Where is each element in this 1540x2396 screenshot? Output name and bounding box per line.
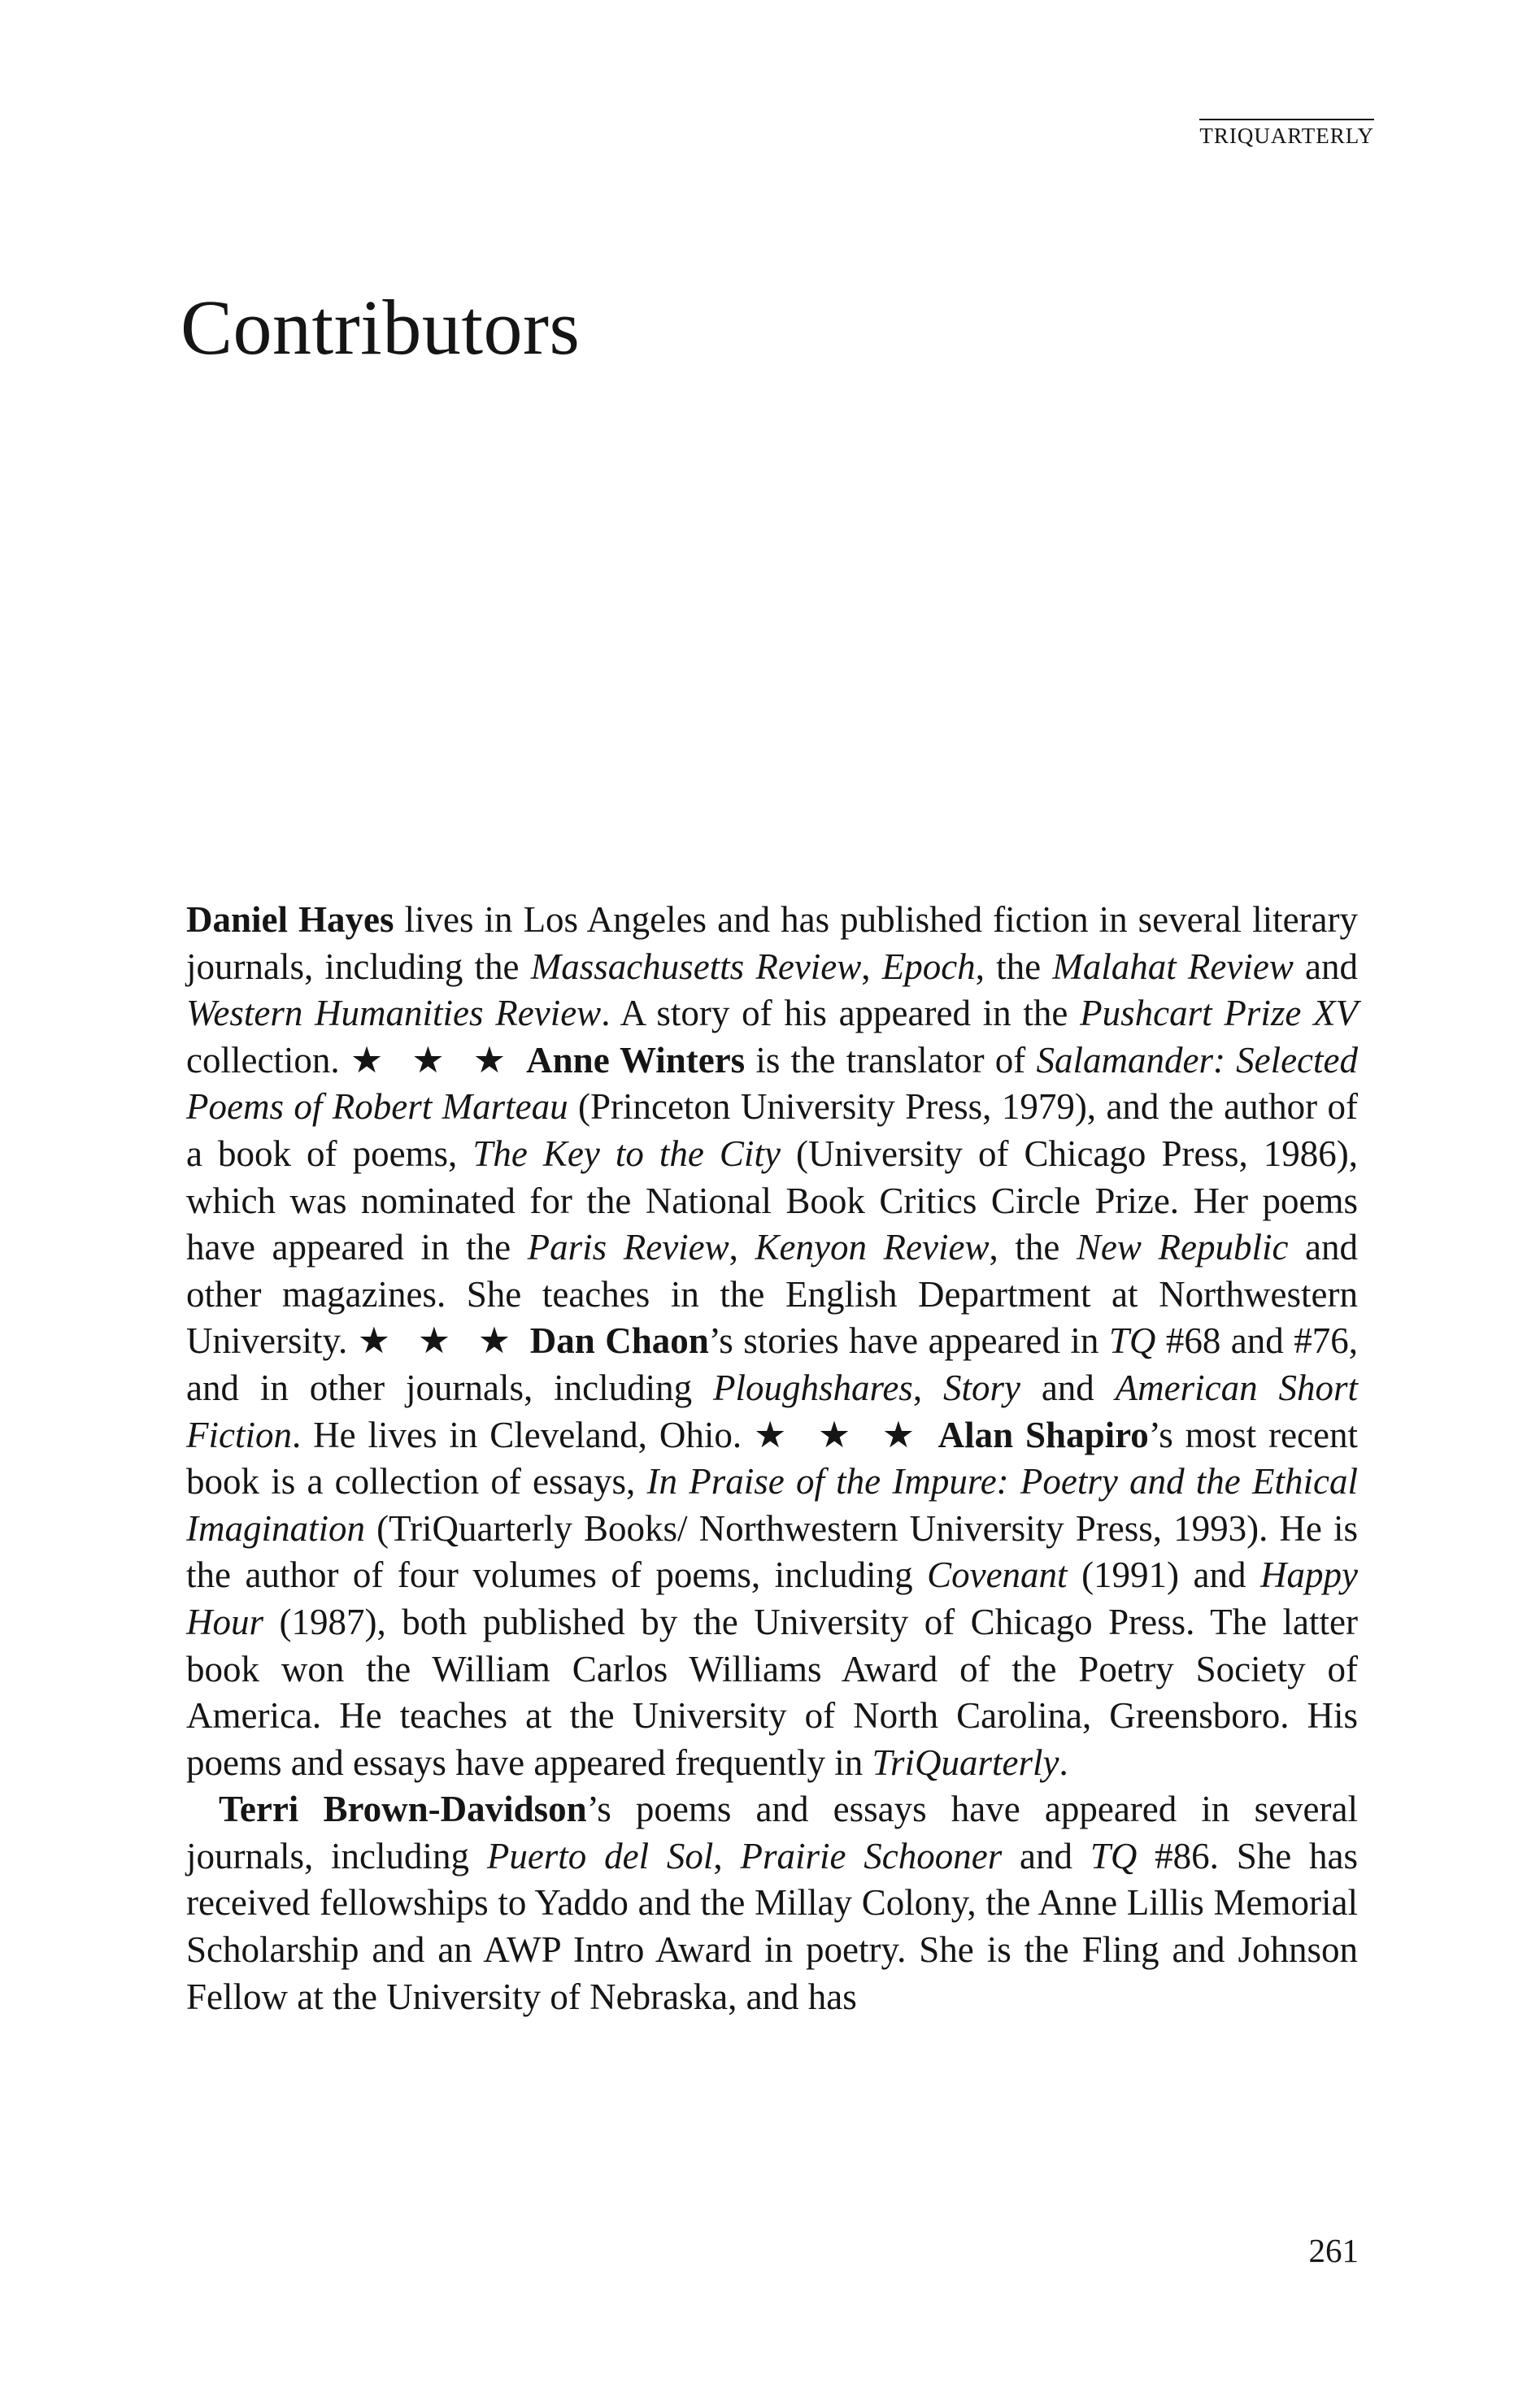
title-reference: Puerto del Sol [486,1835,714,1876]
page-number: 261 [1308,2232,1359,2269]
body-text-run: ’s poems and essays have appeared in several journals, including [186,1789,1358,1876]
contributor-name: Dan Chaon [529,1320,709,1362]
contributor-paragraph [186,1786,1358,2020]
body-text-run: and [1293,946,1359,987]
body-text-run: , [713,1835,741,1876]
body-text-run [516,1040,526,1081]
body-text-run: ’s stories have appeared in [708,1320,1109,1362]
star-separator-icon: ★ ★ ★ [753,1414,926,1455]
body-text-run [520,1320,529,1361]
body-text-run: , the [975,946,1053,987]
body-text-run: ’s most recent book is a collection of essays, [186,1414,1358,1502]
body-text-run: and [1002,1835,1090,1876]
contributor-name: Anne Winters [526,1039,746,1081]
contributor-paragraph [186,897,1358,1786]
body-text-run: , the [989,1227,1077,1268]
star-separator-icon: ★ ★ ★ [350,1039,516,1081]
body-text-run [926,1415,938,1455]
title-reference: Ploughshares [712,1367,913,1408]
body-text-run: (1991) and [1067,1555,1261,1596]
title-reference: Paris Review [527,1227,729,1268]
body-text-run: #68 and #76, and in other journals, including [186,1320,1358,1408]
title-reference: Massachusetts Review [530,946,862,987]
title-reference: TQ [1108,1320,1156,1362]
title-reference: Happy Hour [186,1555,1358,1642]
body-text-run: , [861,946,882,987]
body-text-run: . He lives in Cleveland, Ohio. [291,1414,754,1455]
title-reference: Kenyon Review [755,1227,990,1268]
contributor-name: Alan Shapiro [937,1414,1149,1455]
title-reference: Salamander: Selected Poems of Robert Marteau [186,1039,1359,1128]
body-text-run: . [1059,1742,1068,1783]
title-reference: Malahat Review [1052,946,1294,987]
title-reference: TQ [1090,1835,1138,1876]
title-reference: American Short Fiction [186,1367,1358,1455]
title-reference: Story [942,1367,1020,1408]
contributor-notes [186,897,1358,2020]
contributor-name: Terri Brown-Davidson [219,1789,587,1830]
body-text-run: and [1020,1367,1116,1408]
running-head: TRIQUARTERLY [1199,119,1374,147]
body-text-run: collection. [186,1039,350,1081]
title-reference: TriQuarterly [872,1742,1059,1783]
page-title: Contributors [181,284,581,371]
title-reference: Prairie Schooner [740,1835,1003,1876]
body-text-run: (1987), both published by the University of Chicago Press. The latter book won the William Carlos Williams Award of the Poetry Society of America. He teaches at the University of North Carolina, Greensboro. His poems and essays have appeared frequently in [186,1601,1358,1783]
body-text-run: (Princeton University Press, 1979), and the author of a book of poems, [186,1086,1358,1174]
title-reference: Pushcart Prize XV [1080,993,1359,1034]
body-text-run: , [729,1227,755,1268]
body-text-run: is the translator of [745,1039,1037,1081]
body-text-run: and other magazines. She teaches in the English Department at Northwestern University. [186,1227,1358,1362]
title-reference: New Republic [1076,1227,1289,1268]
title-reference: Western Humanities Review [186,993,602,1034]
star-separator-icon: ★ ★ ★ [357,1320,520,1362]
contributor-name: Daniel Hayes [186,899,394,940]
body-text-run: lives in Los Angeles and has published fiction in several literary journals, including the [186,899,1358,987]
title-reference: The Key to the City [472,1133,781,1174]
body-text-run: , [912,1367,943,1408]
title-reference: Covenant [927,1555,1068,1596]
body-text-run: (University of Chicago Press, 1986), which was nominated for the National Book Critics Circle Prize. Her poems have appeared in the [186,1133,1359,1268]
title-reference: Epoch [881,946,976,987]
body-text-run: #86. She has received fellowships to Yaddo and the Millay Colony, the Anne Lillis Memorial Scholarship and an AWP Intro Award in poetry. She is the Fling and Johnson Fellow at the University of Nebraska, and has [186,1835,1358,2017]
body-text-run: (TriQuarterly Books/ Northwestern University Press, 1993). He is the author of four volumes of poems, including [186,1507,1358,1596]
title-reference: In Praise of the Impure: Poetry and the Ethical Imagination [186,1461,1358,1549]
body-text-run: . A story of his appeared in the [601,993,1081,1034]
